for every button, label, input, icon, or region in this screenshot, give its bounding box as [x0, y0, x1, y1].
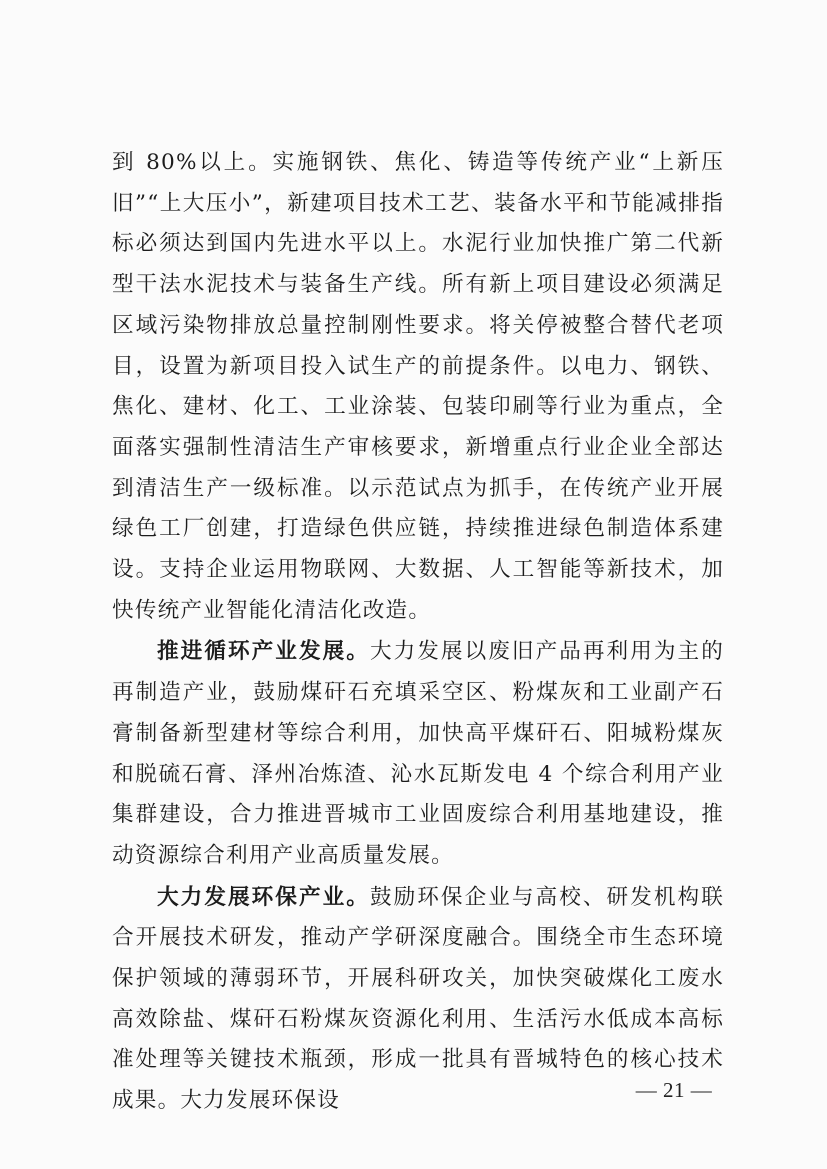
paragraph-continued — [112, 143, 724, 631]
paragraph-text: 到 80%以上。实施钢铁、焦化、铸造等传统产业“上新压旧”“上大压小”，新建项目技术工艺、装备水平和节能减排指标必须达到国内先进水平以上。水泥行业加快推广第二代新型干法水泥技术与装备生产线。所有新上项目建设必须满足区域污染物排放总量控制刚性要求。将关停被整合替代老项目，设置为新项目投入试生产的前提条件。以电力、钢铁、焦化、建材、化工、工业涂装、包装印刷等行业为重点，全面落实强制性清洁生产审核要求，新增重点行业企业全部达到清洁生产一级标准。以示范试点为抓手，在传统产业开展绿色工厂创建，打造绿色供应链，持续推进绿色制造体系建设。支持企业运用物联网、大数据、人工智能等新技术，加快传统产业智能化清洁化改造。 — [112, 150, 724, 623]
paragraph-text: 鼓励环保企业与高校、研发机构联合开展技术研发，推动产学研深度融合。围绕全市生态环境保护领域的薄弱环节，开展科研攻关，加快突破煤化工废水高效除盐、煤矸石粉煤灰资源化利用、生活污水低成本高标准处理等关键技术瓶颈，形成一批具有晋城特色的核心技术成果。大力发展环保设 — [112, 884, 724, 1114]
page-number: — 21 — — [635, 1078, 713, 1102]
paragraph-heading: 大力发展环保产业。 — [157, 884, 370, 910]
paragraph-text: 大力发展以废旧产品再利用为主的再制造产业，鼓励煤矸石充填采空区、粉煤灰和工业副产石膏制备新型建材等综合利用，加快高平煤矸石、阳城粉煤灰和脱硫石膏、泽州冶炼渣、沁水瓦斯发电 4 个综合利用产业集群建设，合力推进晋城市工业固废综合利用基地建设，推动资源综合利用产业高质量发展。 — [112, 639, 724, 868]
body-text — [112, 143, 724, 1122]
paragraph-heading: 推进循环产业发展。 — [157, 639, 370, 665]
paragraph-circular-industry — [112, 632, 724, 876]
